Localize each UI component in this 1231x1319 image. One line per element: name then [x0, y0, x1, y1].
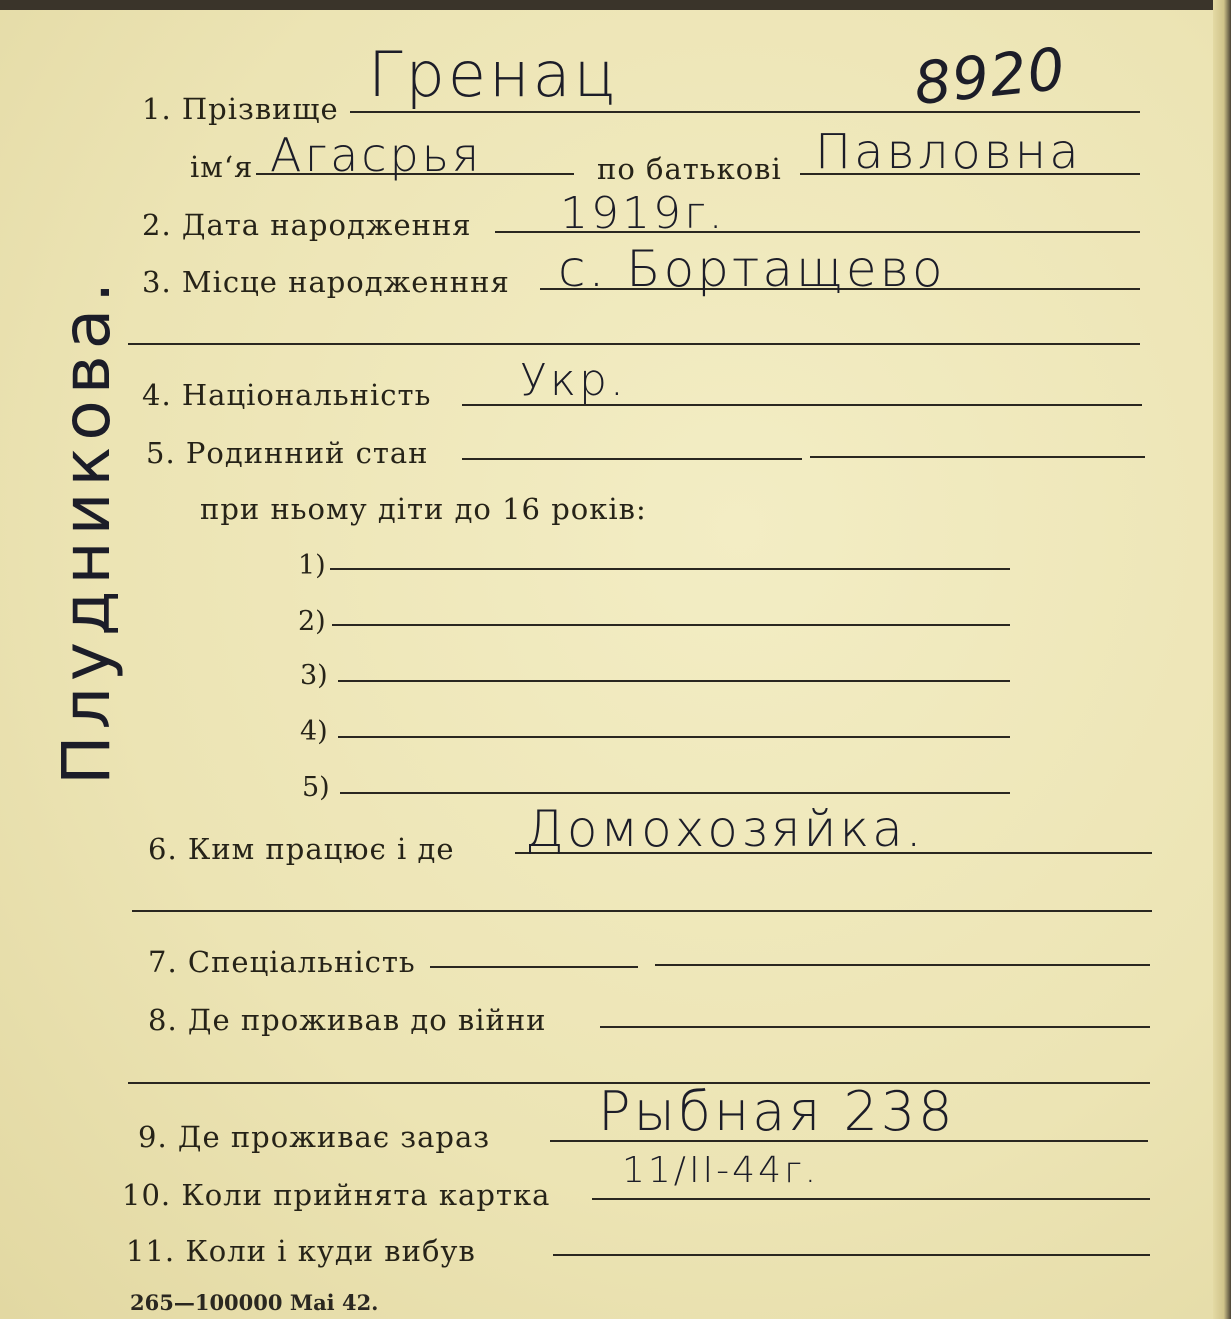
work-line-2	[132, 910, 1152, 912]
child-2-label: 2)	[298, 606, 326, 637]
specialty-label: 7. Спеціальність	[148, 945, 416, 979]
work-value[interactable]: Домохозяйка.	[525, 800, 925, 858]
pob-line-2	[128, 343, 1140, 345]
prewar-line	[600, 1026, 1150, 1028]
side-note: Плудникова.	[48, 275, 125, 785]
current-value[interactable]: Рыбная 238	[598, 1080, 956, 1143]
card-value[interactable]: 11/II-44г.	[622, 1150, 820, 1191]
pob-value[interactable]: с. Бортащево	[558, 240, 946, 298]
child-1-label: 1)	[298, 550, 326, 581]
card-label: 10. Коли прийнята картка	[122, 1178, 551, 1212]
surname-label: 1. Прізвище	[142, 92, 339, 126]
card-top-edge	[0, 0, 1231, 10]
dob-label: 2. Дата народження	[142, 208, 472, 242]
print-code: 265—100000 Mai 42.	[130, 1290, 379, 1315]
child-4-label: 4)	[300, 716, 328, 747]
pob-label: 3. Місце народженння	[142, 265, 510, 299]
nationality-value[interactable]: Укр.	[520, 355, 627, 406]
patronymic-value[interactable]: Павловна	[815, 124, 1082, 180]
surname-value[interactable]: Гренац	[368, 38, 619, 111]
surname-line	[350, 111, 1140, 113]
dob-value[interactable]: 1919г.	[560, 188, 726, 239]
child-3-label: 3)	[300, 660, 328, 691]
specialty-line-a	[430, 966, 638, 968]
nationality-label: 4. Національність	[142, 378, 432, 412]
family-line-b	[810, 456, 1145, 458]
child-3-line	[338, 680, 1010, 682]
name-label: ім‘я	[190, 150, 254, 184]
child-5-label: 5)	[302, 772, 330, 803]
child-2-line	[332, 624, 1010, 626]
departed-label: 11. Коли і куди вибув	[126, 1234, 476, 1268]
card-right-edge	[1213, 0, 1231, 1319]
family-line-a	[462, 458, 802, 460]
patronymic-label: по батькові	[597, 152, 782, 186]
current-label: 9. Де проживає зараз	[138, 1120, 491, 1154]
work-label: 6. Ким працює і де	[148, 832, 455, 866]
specialty-line-b	[655, 964, 1150, 966]
children-label: при ньому діти до 16 років:	[200, 492, 647, 526]
name-value[interactable]: Агасрья	[270, 128, 483, 182]
child-5-line	[340, 792, 1010, 794]
departed-line	[553, 1254, 1150, 1256]
family-label: 5. Родинний стан	[146, 436, 429, 470]
child-4-line	[338, 736, 1010, 738]
card-line	[592, 1198, 1150, 1200]
child-1-line	[330, 568, 1010, 570]
prewar-label: 8. Де проживав до війни	[148, 1003, 547, 1037]
file-number: 8920	[910, 34, 1069, 118]
